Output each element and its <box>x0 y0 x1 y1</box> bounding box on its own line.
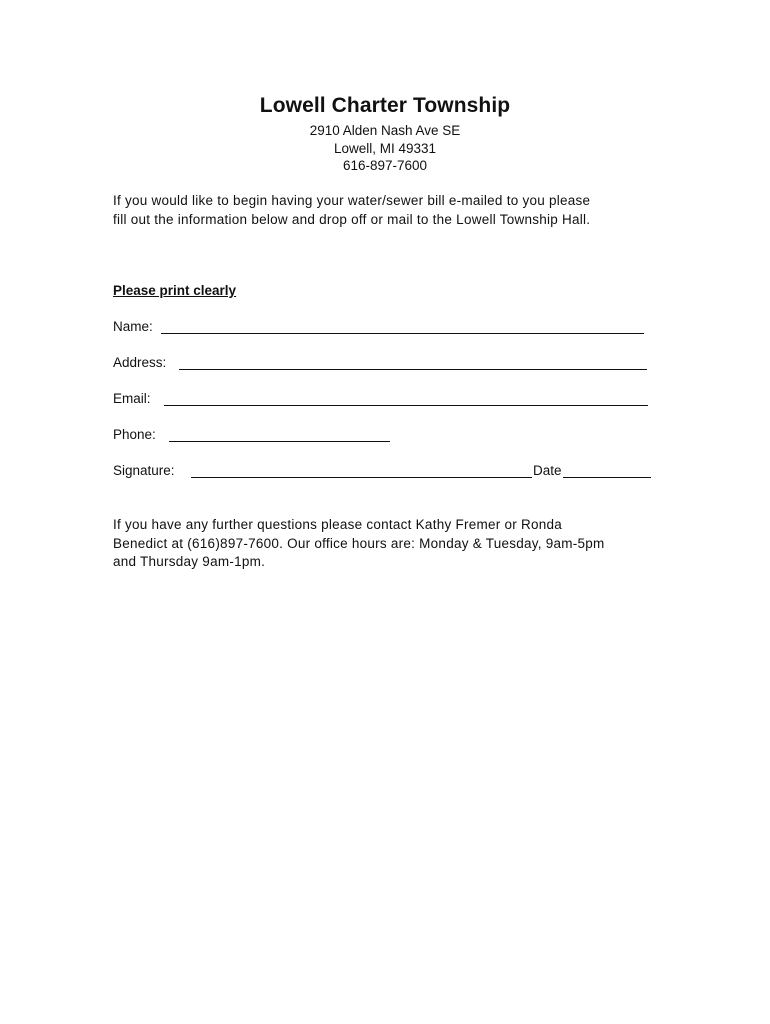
intro-line-1: If you would like to begin having your water/sewer bill e-mailed to you please <box>113 193 591 208</box>
intro-line-2: fill out the information below and drop off or mail to the Lowell Township Hall. <box>113 211 591 227</box>
email-blank-line[interactable] <box>164 405 648 406</box>
address-line-2: Lowell, MI 49331 <box>333 140 437 156</box>
page-title: Lowell Charter Township <box>259 94 511 117</box>
name-label: Name: <box>113 319 153 334</box>
phone-number: 616-897-7600 <box>342 158 428 173</box>
address-label: Address: <box>113 355 167 370</box>
intro-paragraph <box>113 192 673 229</box>
name-blank-line[interactable] <box>161 333 644 334</box>
contact-line-1: If you have any further questions please contact Kathy Fremer or Ronda <box>113 517 562 532</box>
date-blank-line[interactable] <box>563 477 651 478</box>
letterhead <box>0 92 770 175</box>
contact-line-3: and Thursday 9am-1pm. <box>113 554 266 569</box>
address-blank-line[interactable] <box>179 369 647 370</box>
form-heading: Please print clearly <box>113 283 237 298</box>
signature-blank-line[interactable] <box>191 477 532 478</box>
address-line-1: 2910 Alden Nash Ave SE <box>309 123 461 138</box>
contact-line-2: Benedict at (616)897-7600. Our office hours are: Monday & Tuesday, 9am-5pm <box>113 535 605 551</box>
contact-paragraph <box>113 516 673 572</box>
date-label: Date <box>533 463 562 478</box>
signature-label: Signature: <box>113 463 175 478</box>
phone-label: Phone: <box>113 427 156 442</box>
email-label: Email: <box>113 391 151 406</box>
phone-blank-line[interactable] <box>169 441 390 442</box>
